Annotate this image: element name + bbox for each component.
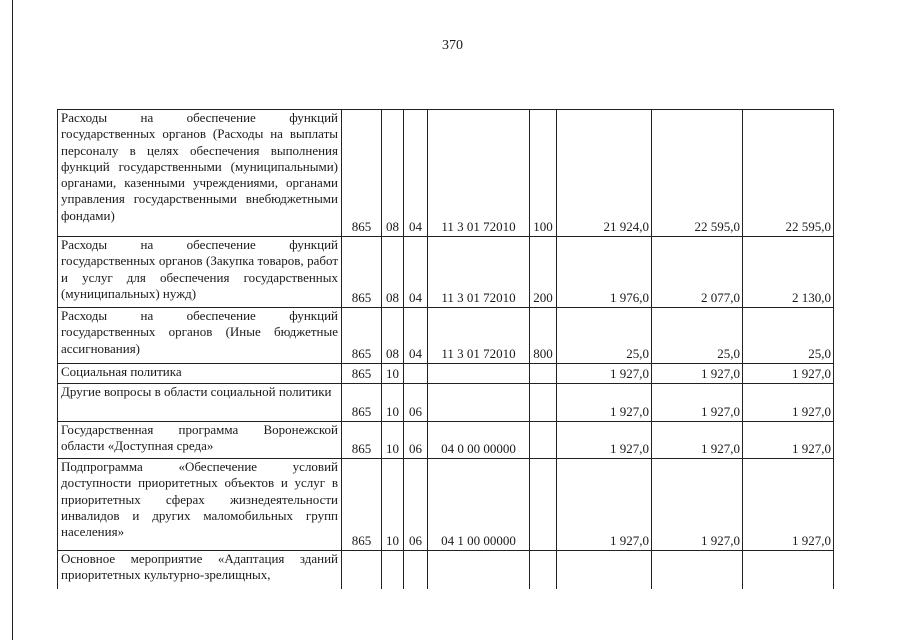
row-name: Основное мероприятие «Адаптация зданий приоритетных культурно-зрелищных, xyxy=(58,551,342,589)
cell-ved: 865 xyxy=(342,110,382,237)
cell-vr: 200 xyxy=(530,237,557,308)
cell-vr xyxy=(530,422,557,459)
cell-rz xyxy=(382,551,404,589)
cell-year3: 2 130,0 xyxy=(743,237,834,308)
table-row xyxy=(58,308,834,364)
cell-vr xyxy=(530,384,557,422)
cell-year3: 1 927,0 xyxy=(743,384,834,422)
cell-pr: 06 xyxy=(404,422,428,459)
table-row xyxy=(58,364,834,384)
cell-ved: 865 xyxy=(342,364,382,384)
cell-year3: 25,0 xyxy=(743,308,834,364)
cell-year1: 1 927,0 xyxy=(557,384,652,422)
table-row xyxy=(58,459,834,551)
table-row xyxy=(58,384,834,422)
cell-csr xyxy=(428,551,530,589)
cell-year2: 25,0 xyxy=(652,308,743,364)
cell-year3: 22 595,0 xyxy=(743,110,834,237)
page-edge-line xyxy=(12,0,13,640)
cell-year1: 21 924,0 xyxy=(557,110,652,237)
cell-csr: 11 3 01 72010 xyxy=(428,110,530,237)
row-name: Государственная программа Воронежской области «Доступная среда» xyxy=(58,422,342,459)
cell-rz: 10 xyxy=(382,459,404,551)
cell-ved: 865 xyxy=(342,459,382,551)
cell-year1: 1 976,0 xyxy=(557,237,652,308)
cell-year1: 1 927,0 xyxy=(557,422,652,459)
cell-year2: 1 927,0 xyxy=(652,422,743,459)
table-row xyxy=(58,422,834,459)
cell-year2: 22 595,0 xyxy=(652,110,743,237)
cell-csr: 04 0 00 00000 xyxy=(428,422,530,459)
cell-pr: 06 xyxy=(404,384,428,422)
cell-year1: 25,0 xyxy=(557,308,652,364)
row-name: Социальная политика xyxy=(58,364,342,384)
cell-csr: 04 1 00 00000 xyxy=(428,459,530,551)
cell-year3 xyxy=(743,551,834,589)
cell-pr: 04 xyxy=(404,110,428,237)
cell-csr: 11 3 01 72010 xyxy=(428,308,530,364)
cell-rz: 10 xyxy=(382,364,404,384)
cell-vr xyxy=(530,459,557,551)
row-name: Расходы на обеспечение функций государственных органов (Закупка товаров, работ и услуг для обеспечения государственных (муниципальных) нужд) xyxy=(58,237,342,308)
page-number: 370 xyxy=(442,38,463,53)
cell-rz: 08 xyxy=(382,110,404,237)
cell-year1: 1 927,0 xyxy=(557,459,652,551)
cell-vr xyxy=(530,364,557,384)
cell-year2: 1 927,0 xyxy=(652,384,743,422)
cell-vr: 100 xyxy=(530,110,557,237)
cell-year3: 1 927,0 xyxy=(743,422,834,459)
cell-year2: 2 077,0 xyxy=(652,237,743,308)
cell-pr xyxy=(404,364,428,384)
row-name: Расходы на обеспечение функций государственных органов (Иные бюджетные ассигнования) xyxy=(58,308,342,364)
cell-csr xyxy=(428,364,530,384)
cell-vr: 800 xyxy=(530,308,557,364)
budget-table xyxy=(57,109,834,589)
cell-csr: 11 3 01 72010 xyxy=(428,237,530,308)
cell-year1 xyxy=(557,551,652,589)
cell-ved: 865 xyxy=(342,308,382,364)
cell-pr: 04 xyxy=(404,237,428,308)
table-row xyxy=(58,237,834,308)
cell-ved xyxy=(342,551,382,589)
table-row xyxy=(58,110,834,237)
cell-rz: 10 xyxy=(382,422,404,459)
cell-year2: 1 927,0 xyxy=(652,364,743,384)
cell-year3: 1 927,0 xyxy=(743,459,834,551)
row-name: Подпрограмма «Обеспечение условий доступности приоритетных объектов и услуг в приоритетных сферах жизнедеятельности инвалидов и других маломобильных групп населения» xyxy=(58,459,342,551)
cell-year1: 1 927,0 xyxy=(557,364,652,384)
cell-rz: 08 xyxy=(382,308,404,364)
cell-csr xyxy=(428,384,530,422)
cell-rz: 10 xyxy=(382,384,404,422)
cell-year2: 1 927,0 xyxy=(652,459,743,551)
cell-year2 xyxy=(652,551,743,589)
cell-year3: 1 927,0 xyxy=(743,364,834,384)
table-row xyxy=(58,551,834,589)
cell-pr xyxy=(404,551,428,589)
cell-ved: 865 xyxy=(342,422,382,459)
row-name: Расходы на обеспечение функций государственных органов (Расходы на выплаты персоналу в целях обеспечения выполнения функций государственными (муниципальными) органами, казенными учреждениями, органами управления государственными внебюджетными фондами) xyxy=(58,110,342,237)
cell-pr: 04 xyxy=(404,308,428,364)
cell-rz: 08 xyxy=(382,237,404,308)
cell-pr: 06 xyxy=(404,459,428,551)
cell-ved: 865 xyxy=(342,384,382,422)
row-name: Другие вопросы в области социальной политики xyxy=(58,384,342,422)
cell-ved: 865 xyxy=(342,237,382,308)
cell-vr xyxy=(530,551,557,589)
